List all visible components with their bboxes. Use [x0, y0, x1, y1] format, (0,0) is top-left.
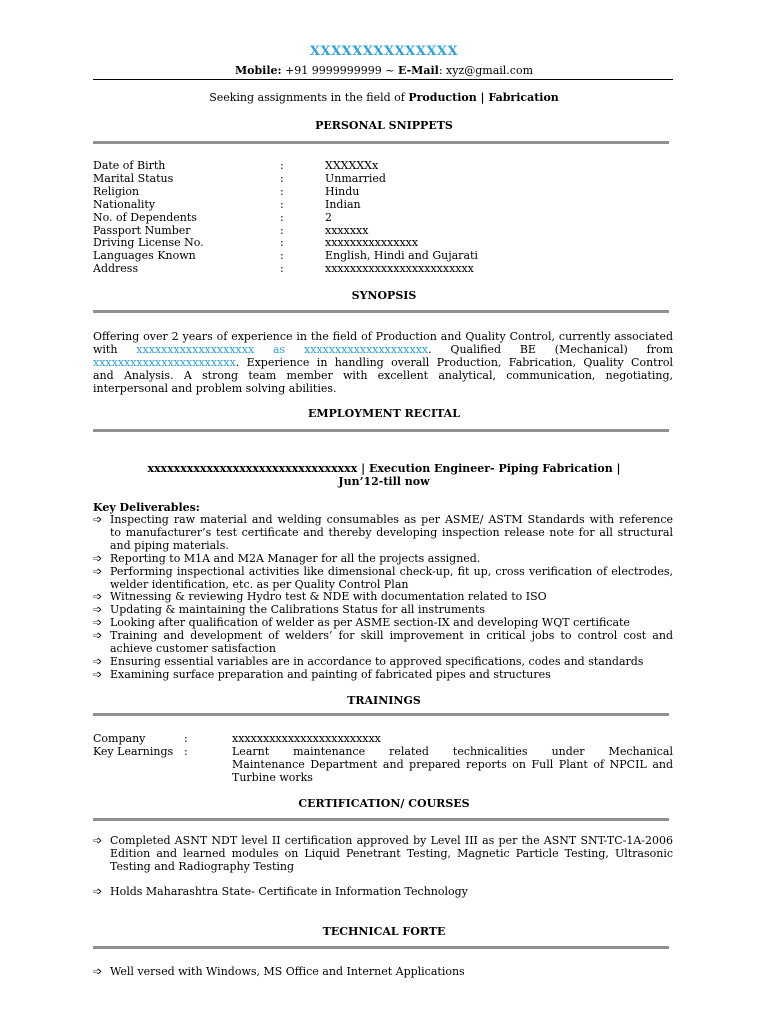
- arrow-bullet-icon: ➩: [93, 667, 103, 681]
- field-value: Hindu: [325, 184, 360, 198]
- employment-heading: EMPLOYMENT RECITAL: [308, 407, 460, 420]
- field-label: Marital Status: [93, 171, 174, 185]
- technical-divider: [93, 946, 669, 949]
- synopsis-paragraph: [93, 330, 673, 395]
- field-value: xxxxxxx: [325, 223, 369, 237]
- mobile-value: +91 9999999999 ~: [281, 64, 398, 77]
- colon: :: [280, 184, 284, 198]
- objective-fields: Production | Fabrication: [408, 91, 559, 104]
- college-placeholder: xxxxxxxxxxxxxxxxxxxxxxx: [93, 356, 236, 369]
- email-label: E-Mail: [398, 64, 439, 77]
- bullet-text: Edition and learned modules on Liquid Penetrant Testing, Magnetic Particle Testing, Ultrasonic: [110, 847, 673, 860]
- training-learnings-label: Key Learnings: [93, 745, 174, 758]
- synopsis-line: and Analysis. A strong team member with excellent analytical, communication, negotiating,: [93, 369, 673, 382]
- bullet-text: Looking after qualification of welder as per ASME section-IX and developing WQT certificate: [110, 616, 630, 630]
- header-divider: [93, 79, 673, 80]
- certification-heading: CERTIFICATION/ COURSES: [298, 797, 470, 810]
- arrow-bullet-icon: ➩: [93, 590, 103, 604]
- colon: :: [280, 210, 284, 224]
- colon: :: [280, 262, 284, 276]
- job-title-line: [0, 462, 768, 475]
- trainings-divider: [93, 713, 669, 716]
- field-label: No. of Dependents: [93, 210, 197, 224]
- field-value: xxxxxxxxxxxxxxxxxxxxxxxx: [325, 262, 474, 276]
- arrow-bullet-icon: ➩: [93, 654, 103, 668]
- job-title: | Execution Engineer- Piping Fabrication |: [357, 462, 621, 475]
- arrow-bullet-icon: ➩: [93, 884, 103, 898]
- bullet-text: Training and development of welders’ for skill improvement in critical jobs to control cost and: [110, 629, 673, 643]
- bullet-text: Performing inspectional activities like dimensional check-up, fit up, cross verification of electrodes,: [110, 564, 673, 578]
- personal-row: [93, 185, 693, 198]
- bullet-text: and piping materials.: [110, 539, 229, 552]
- job-period: Jun’12-till now: [338, 475, 430, 488]
- field-value: English, Hindi and Gujarati: [325, 249, 478, 263]
- arrow-bullet-icon: ➩: [93, 629, 103, 643]
- personal-row: [93, 172, 693, 185]
- field-label: Religion: [93, 184, 140, 198]
- bullet-text: Ensuring essential variables are in accordance to approved specifications, codes and standards: [110, 654, 644, 668]
- bullet-text: Completed ASNT NDT level II certification approved by Level III as per the ASNT SNT-TC-1A-2006: [110, 834, 673, 847]
- learnings-line: Maintenance Department and prepared reports on Full Plant of NPCIL and: [232, 758, 673, 771]
- colon: :: [184, 732, 188, 745]
- arrow-bullet-icon: ➩: [93, 616, 103, 630]
- deliverables-label: Key Deliverables:: [93, 501, 200, 514]
- bullet-text: achieve customer satisfaction: [110, 642, 276, 656]
- colon: :: [280, 223, 284, 237]
- field-label: Nationality: [93, 197, 156, 211]
- objective-prefix: Seeking assignments in the field of: [209, 91, 409, 104]
- personal-row: [93, 211, 693, 224]
- candidate-name: XXXXXXXXXXXXXX: [309, 44, 459, 59]
- bullet-text: welder identification, etc. as per Quality Control Plan: [110, 577, 409, 591]
- field-value: XXXXXXx: [325, 159, 379, 172]
- arrow-bullet-icon: ➩: [93, 551, 103, 565]
- synopsis-heading: SYNOPSIS: [351, 289, 417, 302]
- bullet-text: Updating & maintaining the Calibrations Status for all instruments: [110, 603, 486, 617]
- arrow-bullet-icon: ➩: [93, 965, 103, 978]
- bullet-text: Inspecting raw material and welding consumables as per ASME/ ASTM Standards with reference: [110, 513, 673, 526]
- role-placeholder: xxxxxxxxxxxxxxxxxxxx: [304, 343, 429, 356]
- field-label: Languages Known: [93, 249, 196, 263]
- colon: :: [280, 171, 284, 185]
- personal-row: [93, 198, 693, 211]
- bullet-text: to manufacturer’s test certificate and thereby developing inspection release note for all structural: [110, 526, 673, 539]
- personal-divider: [93, 141, 669, 144]
- personal-row: [93, 159, 693, 172]
- colon: :: [280, 197, 284, 211]
- email-value: : xyz@gmail.com: [438, 64, 534, 77]
- bullet-text: Holds Maharashtra State- Certificate in Information Technology: [110, 884, 468, 898]
- bullet-text: Witnessing & reviewing Hydro test & NDE with documentation related to ISO: [110, 590, 547, 604]
- personal-row: [93, 262, 693, 275]
- mobile-label: Mobile:: [234, 64, 282, 77]
- contact-line: [0, 64, 768, 77]
- personal-row: [93, 236, 693, 249]
- synopsis-line: Offering over 2 years of experience in the field of Production and Quality Control, currently associated: [93, 330, 673, 343]
- bullet-text: Well versed with Windows, MS Office and Internet Applications: [110, 965, 465, 978]
- learnings-line: Learnt maintenance related technicalities under Mechanical: [232, 745, 673, 758]
- training-learnings-text: [232, 745, 673, 784]
- arrow-bullet-icon: ➩: [93, 564, 103, 578]
- arrow-bullet-icon: ➩: [93, 603, 103, 617]
- bullet-text: Reporting to M1A and M2A Manager for all the projects assigned.: [110, 551, 481, 565]
- colon: :: [184, 745, 188, 758]
- field-label: Date of Birth: [93, 159, 166, 172]
- field-value: 2: [325, 210, 332, 224]
- arrow-bullet-icon: ➩: [93, 513, 103, 526]
- employer-placeholder: xxxxxxxxxxxxxxxxxxxxxxxxxxxxxxxx: [147, 462, 358, 475]
- field-value: Unmarried: [325, 171, 386, 185]
- synopsis-line: xxxxxxxxxxxxxxxxxxxxxxx. Experience in handling overall Production, Fabrication, Quality Control: [93, 356, 673, 369]
- synopsis-divider: [93, 310, 669, 313]
- field-label: Driving License No.: [93, 236, 204, 250]
- synopsis-line: interpersonal and problem solving abilities.: [93, 382, 337, 395]
- personal-row: [93, 249, 693, 262]
- trainings-heading: TRAININGS: [347, 694, 421, 707]
- personal-heading: PERSONAL SNIPPETS: [315, 119, 453, 132]
- field-label: Passport Number: [93, 223, 191, 237]
- company-placeholder: xxxxxxxxxxxxxxxxxxx: [136, 343, 255, 356]
- field-value: Indian: [325, 197, 361, 211]
- technical-heading: TECHNICAL FORTE: [322, 925, 446, 938]
- objective-line: [0, 91, 768, 104]
- arrow-bullet-icon: ➩: [93, 834, 103, 847]
- synopsis-line: with xxxxxxxxxxxxxxxxxxx as xxxxxxxxxxxxxxxxxxxx. Qualified BE (Mechanical) from: [93, 343, 674, 356]
- colon: :: [280, 249, 284, 263]
- colon: :: [280, 159, 284, 172]
- field-label: Address: [93, 262, 139, 276]
- colon: :: [280, 236, 284, 250]
- learnings-line: Turbine works: [232, 771, 313, 784]
- personal-row: [93, 224, 693, 237]
- employment-divider: [93, 429, 669, 432]
- field-value: xxxxxxxxxxxxxxx: [325, 236, 419, 250]
- certification-divider: [93, 818, 669, 821]
- training-company-label: Company: [93, 732, 146, 745]
- bullet-text: Testing and Radiography Testing: [110, 860, 295, 873]
- bullet-text: Examining surface preparation and painting of fabricated pipes and structures: [110, 667, 551, 681]
- training-company-value: xxxxxxxxxxxxxxxxxxxxxxxx: [232, 732, 381, 745]
